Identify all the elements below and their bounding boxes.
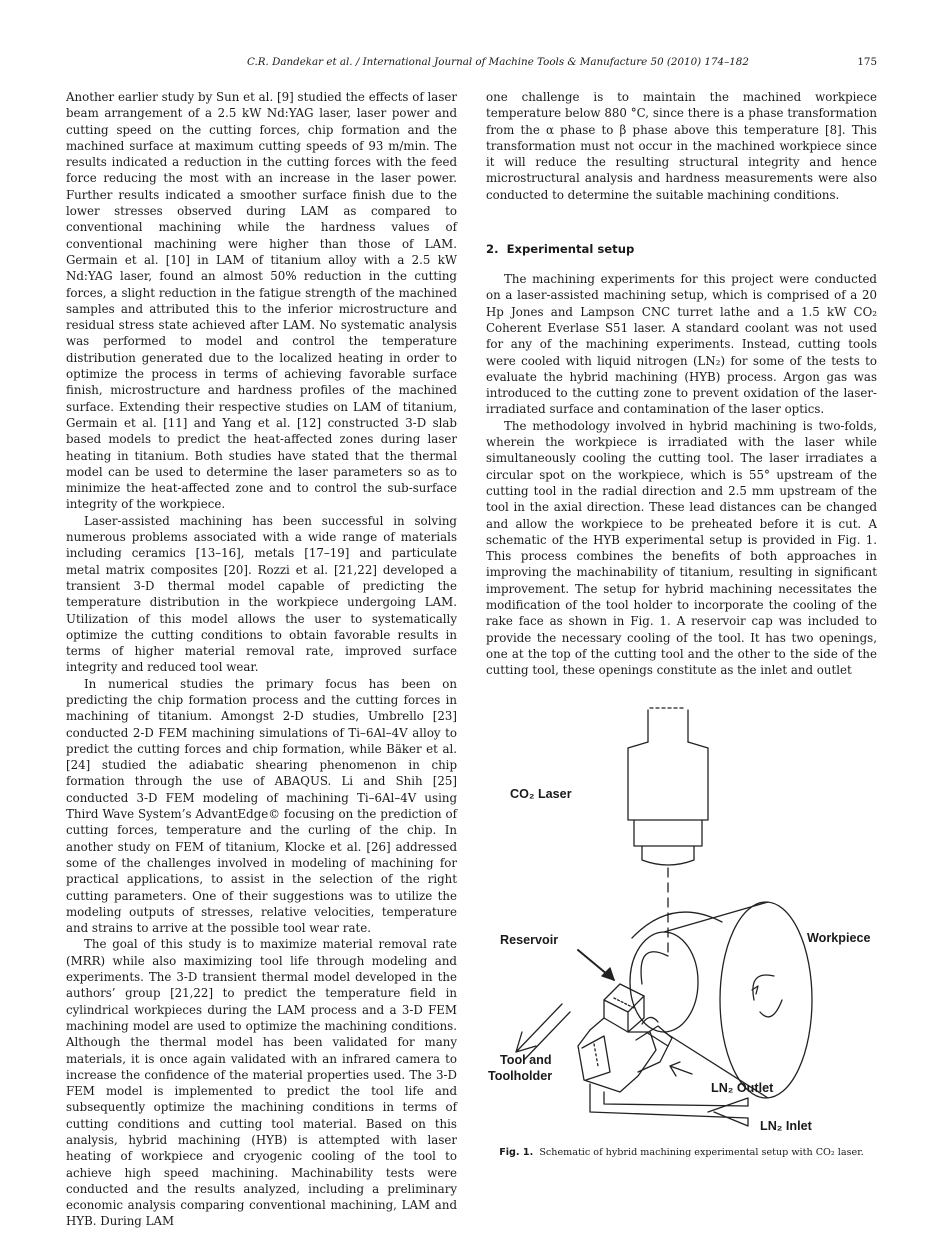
paragraph: The goal of this study is to maximize material removal rate (MRR) while also maximizing tool life through modeling and experiments. The 3-D transient thermal model developed in the authors’ group [21,22] to predict the temperature field in cylindrical workpieces during the LAM process and a 3-D FEM machining model are used to optimize the machining conditions. Although the thermal model has been validated for many materials, it is once again validated with an infrared camera to increase the confidence of the material properties used. The 3-D FEM model is implemented to predict the tool life and subsequently optimize the machining conditions in terms of cutting conditions and cutting tool material. Based on this analysis, hybrid machining (HYB) is attempted with laser heating of workpiece and cryogenic cooling of the tool to achieve high speed machining. Machinability tests were conducted and the results analyzed, including a preliminary economic analysis comparing conventional machining, LAM and HYB. During LAM [66,937,457,1229]
paragraph: one challenge is to maintain the machined workpiece temperature below 880 °C, since there is a phase transformation from the α phase to β phase above this temperature [8]. This transformation must not occur in the machined workpiece since it will reduce the resulting structural integrity and hence microstructural analysis and hardness measurements were also conducted to determine the suitable machining conditions. [486,90,877,202]
right-column [486,89,877,679]
hybrid-machining-schematic [486,700,877,1140]
section-number: 2. [486,242,499,257]
label-co2-laser: CO₂ Laser [510,787,572,801]
section-title: Experimental setup [506,242,635,257]
label-ln2-outlet: LN₂ Outlet [711,1081,774,1095]
figure-caption [486,1147,877,1158]
reservoir-cap [604,984,644,1032]
label-workpiece: Workpiece [807,931,871,945]
label-tool-line2: Toolholder [488,1069,553,1083]
journal-citation: C.R. Dandekar et al. / International Journal of Machine Tools & Manufacture 50 (2010) 174–182 [247,56,749,68]
running-head [0,56,925,70]
paragraph: The machining experiments for this project were conducted on a laser-assisted machining setup, which is comprised of a 20 Hp Jones and Lampson CNC turret lathe and a 1.5 kW CO₂ Coherent Everlase S51 laser. A standard coolant was not used for any of the machining experiments. Instead, cutting tools were cooled with liquid nitrogen (LN₂) for some of the tests to evaluate the hybrid machining (HYB) process. Argon gas was introduced to the cutting zone to prevent oxidation of the laser-irradiated surface and contamination of the laser optics. [486,272,877,417]
paragraph: Another earlier study by Sun et al. [9] studied the effects of laser beam arrangement of a 2.5 kW Nd:YAG laser, laser power and cutting speed on the cutting forces, chip formation and the machined surface at maximum cutting speeds of 93 m/min. The results indicated a reduction in the cutting forces with the feed force reducing the most with an increase in the laser power. Further results indicated a smoother surface finish due to the lower stresses observed during LAM as compared to conventional machining while the hardness values of conventional machining were higher than those of LAM. Germain et al. [10] in LAM of titanium alloy with a 2.5 kW Nd:YAG laser, found an almost 50% reduction in the cutting forces, a slight reduction in the fatigue strength of the machined samples and attributed this to the inferior microstructure and residual stress state achieved after LAM. No systematic analysis was performed to model and control the temperature distribution generated due to the localized heating in order to optimize the process in terms of achieving favorable surface finish, microstructure and hardness profiles of the machined surface. Extending their respective studies on LAM of titanium, Germain et al. [11] and Yang et al. [12] constructed 3-D slab based models to predict the heat-affected zones during laser heating in titanium. Both studies have stated that the thermal model can be used to determine the laser parameters so as to minimize the heat-affected zone and to control the sub-surface integrity of the workpiece. [66,90,457,512]
chuck-arc [632,912,722,938]
workpiece-cylinder [630,902,812,1098]
paragraph: In numerical studies the primary focus has been on predicting the chip formation process and the cutting forces in machining of titanium. Amongst 2-D studies, Umbrello [23] conducted 2-D FEM machining simulations of Ti–6Al–4V alloy to predict the cutting forces and chip formation, while Bäker et al. [24] studied the adiabatic shearing phenomenon in chip formation through the use of ABAQUS. Li and Shih [25] conducted 3-D FEM modeling of machining Ti–6Al–4V using Third Wave System’s AdvantEdge© focusing on the prediction of cutting forces, temperature and the curling of the chip. In another study on FEM of titanium, Klocke et al. [26] addressed some of the challenges involved in modeling of machining for practical applications, to assist in the selection of the right cutting parameters. One of their suggestions was to utilize the modeling outputs of stresses, relative velocities, temperature and strains to arrive at the possible tool wear rate. [66,676,457,936]
caption-text: Schematic of hybrid machining experimental setup with CO₂ laser. [539,1147,864,1158]
reservoir-arrow-head [602,968,614,980]
page-number: 175 [857,56,877,68]
outlet-arrow [670,1062,692,1076]
tool-holder [578,1017,672,1092]
left-column [66,89,457,1230]
paragraph: The methodology involved in hybrid machining is two-folds, wherein the workpiece is irradiated with the laser while simultaneously cooling the cutting tool. The laser irradiates a circular spot on the workpiece, which is 55° upstream of the cutting tool in the radial direction and 2.5 mm upstream of the tool in the axial direction. These lead distances can be changed and allow the workpiece to be preheated before it is cut. A schematic of the HYB experimental setup is provided in Fig. 1. This process combines the benefits of both approaches in improving the machinability of titanium, resulting in significant improvement. The setup for hybrid machining necessitates the modification of the tool holder to incorporate the cooling of the rake face as shown in Fig. 1. A reservoir cap was included to provide the necessary cooling of the tool. It has two openings, one at the top of the cutting tool and the other to the side of the cutting tool, these openings constitute as the inlet and outlet [486,418,877,678]
caption-label: Fig. 1. [499,1147,534,1158]
laser-head [628,708,708,865]
section-heading [486,242,877,256]
label-tool-line1: Tool and [500,1053,552,1067]
label-reservoir: Reservoir [500,933,559,947]
label-ln2-inlet: LN₂ Inlet [760,1119,812,1133]
paragraph: Laser-assisted machining has been successful in solving numerous problems associated with a wide range of materials including ceramics [13–16], metals [17–19] and particulate metal matrix composites [20]. Rozzi et al. [21,22] developed a transient 3-D thermal model capable of predicting the temperature distribution in the workpiece undergoing LAM. Utilization of this model allows the user to systematically optimize the cutting conditions to obtain favorable results in terms of higher material removal rate, improved surface integrity and reduced tool wear. [66,513,457,675]
figure-1 [486,700,877,1140]
